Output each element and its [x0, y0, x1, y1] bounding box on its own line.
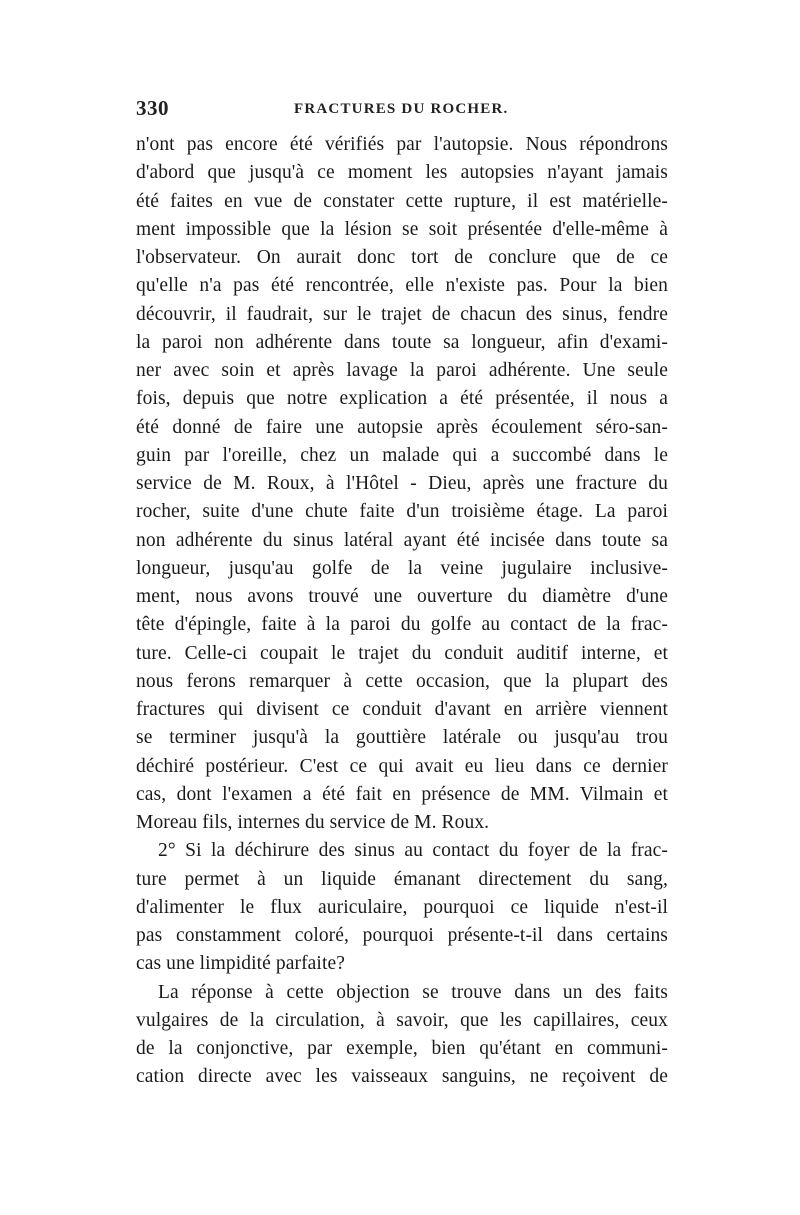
- text-line: n'ont pas encore été vérifiés par l'autopsie. Nous répondrons: [136, 134, 668, 155]
- page-number: 330: [136, 96, 169, 120]
- body-text: [136, 131, 668, 1092]
- text-line: l'observateur. On aurait donc tort de conclure que de ce: [136, 247, 668, 268]
- text-line: se terminer jusqu'à la gouttière latérale ou jusqu'au trou: [136, 727, 668, 749]
- text-line: ner avec soin et après lavage la paroi adhérente. Une seule: [136, 360, 668, 381]
- text-line: cas, dont l'examen a été fait en présence de MM. Vilmain et: [136, 783, 668, 805]
- text-line: 2° Si la déchirure des sinus au contact du foyer de la frac-: [158, 840, 668, 862]
- text-line: pas constamment coloré, pourquoi présente-t-il dans certains: [136, 925, 668, 946]
- text-line: non adhérente du sinus latéral ayant été incisée dans toute sa: [136, 529, 668, 551]
- text-line: qu'elle n'a pas été rencontrée, elle n'existe pas. Pour la bien: [136, 275, 668, 297]
- text-line: ment, nous avons trouvé une ouverture du diamètre d'une: [136, 586, 668, 607]
- text-line: nous ferons remarquer à cette occasion, que la plupart des: [136, 670, 668, 692]
- text-line: d'abord que jusqu'à ce moment les autopsies n'ayant jamais: [136, 162, 668, 184]
- text-line: fractures qui divisent ce conduit d'avant en arrière viennent: [136, 699, 668, 720]
- text-line: tête d'épingle, faite à la paroi du golfe au contact de la frac-: [136, 614, 668, 636]
- text-line: rocher, suite d'une chute faite d'un troisième étage. La paroi: [136, 501, 668, 523]
- text-line: ture permet à un liquide émanant directement du sang,: [136, 868, 668, 890]
- text-line: cation directe avec les vaisseaux sanguins, ne reçoivent de: [136, 1066, 668, 1088]
- text-line: ment impossible que la lésion se soit présentée d'elle-même à: [136, 218, 668, 240]
- text-line: la paroi non adhérente dans toute sa longueur, afin d'exami-: [136, 331, 668, 353]
- running-header: [136, 96, 668, 124]
- text-line: découvrir, il faudrait, sur le trajet de chacun des sinus, fendre: [136, 303, 668, 325]
- text-line: été faites en vue de constater cette rupture, il est matérielle-: [136, 190, 668, 212]
- text-line: fois, depuis que notre explication a été présentée, il nous a: [136, 388, 668, 410]
- text-line: Moreau fils, internes du service de M. Roux.: [136, 812, 490, 833]
- text-line: cas une limpidité parfaite?: [136, 953, 345, 975]
- text-line: vulgaires de la circulation, à savoir, que les capillaires, ceux: [136, 1009, 668, 1031]
- text-line: ture. Celle-ci coupait le trajet du conduit auditif interne, et: [136, 642, 668, 664]
- text-line: longueur, jusqu'au golfe de la veine jugulaire inclusive-: [136, 557, 668, 579]
- text-line: de la conjonctive, par exemple, bien qu'étant en communi-: [136, 1038, 668, 1059]
- text-line: guin par l'oreille, chez un malade qui a succombé dans le: [136, 444, 668, 466]
- text-line: service de M. Roux, à l'Hôtel - Dieu, après une fracture du: [136, 473, 668, 494]
- text-line: été donné de faire une autopsie après écoulement séro-san-: [136, 416, 668, 438]
- text-line: La réponse à cette objection se trouve dans un des faits: [158, 981, 668, 1003]
- running-title: FRACTURES DU ROCHER.: [294, 101, 509, 117]
- text-line: déchiré postérieur. C'est ce qui avait eu lieu dans ce dernier: [136, 755, 668, 777]
- text-line: d'alimenter le flux auriculaire, pourquoi ce liquide n'est-il: [136, 896, 668, 918]
